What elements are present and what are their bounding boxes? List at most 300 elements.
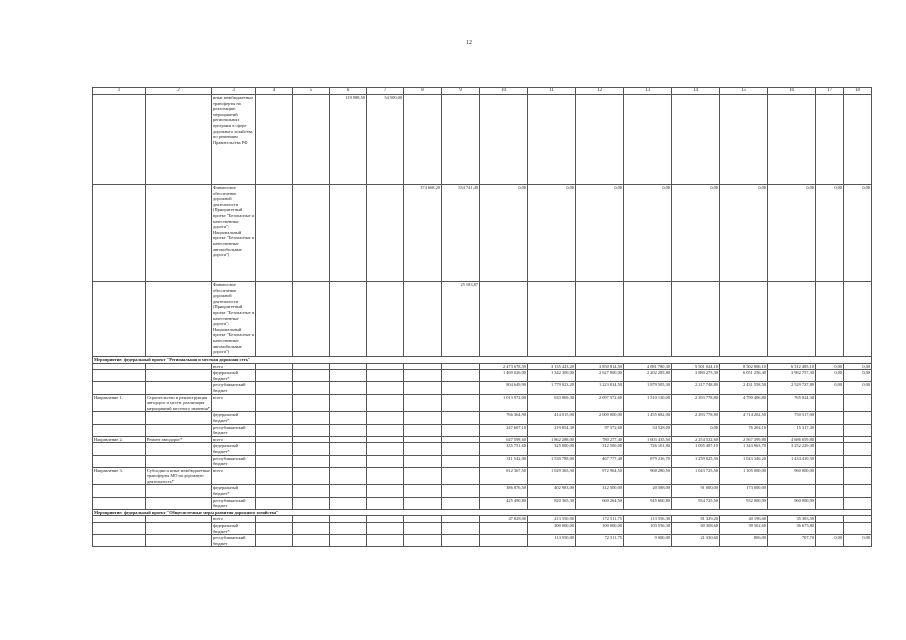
cell-col-15: 0,00 [720,185,768,282]
cell-col-1 [93,497,146,509]
cell-col-11: 213 550,00 [528,516,576,523]
cell-col-6: 119 988,50 [330,95,367,185]
header-cell-15: 15 [720,88,768,95]
header-cell-16: 16 [768,88,816,95]
cell-col-4 [256,436,293,443]
cell-col-8 [404,363,442,370]
cell-col-11: 1 779 023,20 [528,382,576,394]
cell-col-17 [816,95,844,185]
cell-col-9: 25 183,87 [442,282,480,357]
cell-col-7 [367,516,404,523]
cell-col-7 [367,412,404,424]
cell-col-13: 4 081 780,30 [624,363,672,370]
cell-col-18 [844,485,872,497]
cell-col-13 [624,95,672,185]
cell-col-15: 173 000,00 [720,485,768,497]
cell-col-10: 647 598,60 [480,436,528,443]
cell-col-12 [576,282,624,357]
cell-col-17: 0,00 [816,535,844,547]
cell-col-17 [816,523,844,535]
cell-col-8 [404,370,442,382]
cell-col-12: 3 850 814,50 [576,363,624,370]
cell-col-16: 0,00 [768,185,816,282]
cell-col-14: 1 043 725,50 [672,467,720,485]
cell-col-17 [816,282,844,357]
cell-col-4 [256,535,293,547]
cell-col-13: 968 280,50 [624,467,672,485]
cell-col-7 [367,424,404,436]
cell-col-11: 1 342 300,00 [528,370,576,382]
header-cell-13: 13 [624,88,672,95]
header-cell-10: 10 [480,88,528,95]
cell-col-7: 54 500,00 [367,95,404,185]
cell-col-4 [256,394,293,412]
cell-col-6 [330,363,367,370]
cell-col-8 [404,535,442,547]
cell-col-13: 1 455 682,00 [624,412,672,424]
table-row [93,185,872,282]
cell-col-10: 812 367,50 [480,467,528,485]
cell-col-1: Направление 1. [93,394,146,412]
cell-col-16: 4 686 659,80 [768,436,816,443]
cell-col-13: 945 660,80 [624,497,672,509]
cell-col-14: 21 330,60 [672,535,720,547]
table-row [93,485,872,497]
cell-col-5 [293,424,330,436]
cell-col-3: всего [212,436,256,443]
cell-col-11: 0,00 [528,185,576,282]
cell-col-14: 0,00 [672,185,720,282]
cell-col-15: 932 000,00 [720,497,768,509]
cell-col-11: 633 869,30 [528,394,576,412]
header-cell-14: 14 [672,88,720,95]
cell-col-14: 0,00 [672,424,720,436]
cell-col-6 [330,455,367,467]
table-row [93,363,872,370]
cell-col-6 [330,382,367,394]
cell-col-16: 2 529 727,80 [768,382,816,394]
cell-col-3: республиканский бюджет [212,455,256,467]
cell-col-16: 1 434 410,50 [768,455,816,467]
cell-col-17: 0,00 [816,185,844,282]
cell-col-3: всего [212,394,256,412]
cell-col-17 [816,394,844,412]
cell-col-3: федеральный бюджет* [212,412,256,424]
table-row [93,497,872,509]
cell-col-9 [442,535,480,547]
cell-col-17 [816,455,844,467]
cell-col-4 [256,95,293,185]
cell-col-7 [367,436,404,443]
section-row [93,509,872,516]
cell-col-13: 1 510 130,00 [624,394,672,412]
header-cell-9: 9 [442,88,480,95]
cell-col-17 [816,424,844,436]
cell-col-3: федеральный бюджет* [212,485,256,497]
cell-col-6 [330,370,367,382]
cell-col-11 [528,95,576,185]
cell-col-1: Направление 3. [93,467,146,485]
cell-col-13: 54 528,00 [624,424,672,436]
cell-col-10: 766 364,90 [480,412,528,424]
cell-col-7 [367,394,404,412]
section-title: Мероприятие: федеральный проект "Региональная и местная дорожная сеть" [93,357,872,364]
cell-col-1 [93,282,146,357]
cell-col-16 [768,95,816,185]
header-cell-6: 6 [330,88,367,95]
cell-col-12: 2 627 000,00 [576,370,624,382]
table-row [93,467,872,485]
cell-col-11: 414 015,00 [528,412,576,424]
cell-col-6 [330,282,367,357]
cell-col-9 [442,436,480,443]
cell-col-8: 374 668,20 [404,185,442,282]
cell-col-2 [146,455,212,467]
cell-col-1 [93,424,146,436]
cell-col-16: 35 383,50 [768,516,816,523]
cell-col-3: всего [212,363,256,370]
cell-col-2 [146,185,212,282]
cell-col-18 [844,436,872,443]
cell-col-5 [293,394,330,412]
cell-col-3: республиканский бюджет [212,382,256,394]
cell-col-14: 1 095 487,10 [672,443,720,455]
cell-col-5 [293,535,330,547]
table-row [93,394,872,412]
cell-col-2 [146,412,212,424]
cell-col-2 [146,282,212,357]
header-cell-18: 18 [844,88,872,95]
page-number: 12 [466,40,472,46]
cell-col-2 [146,523,212,535]
cell-col-1 [93,523,146,535]
cell-col-1 [93,516,146,523]
cell-col-6 [330,412,367,424]
cell-col-9 [442,523,480,535]
cell-col-6 [330,523,367,535]
cell-col-18: 0,00 [844,382,872,394]
cell-col-15: 1 343 963,70 [720,443,768,455]
cell-col-8 [404,443,442,455]
cell-col-4 [256,370,293,382]
table-row [93,282,872,357]
cell-col-5 [293,412,330,424]
cell-col-1 [93,535,146,547]
cell-col-9 [442,497,480,509]
table-row [93,370,872,382]
cell-col-8 [404,436,442,443]
cell-col-8 [404,424,442,436]
cell-col-18 [844,394,872,412]
cell-col-14: 3 880 275,30 [672,370,720,382]
cell-col-7 [367,497,404,509]
cell-col-2 [146,95,212,185]
cell-col-12: 1 223 814,50 [576,382,624,394]
section-row [93,357,872,364]
cell-col-11: 1 862 288,00 [528,436,576,443]
cell-col-17 [816,436,844,443]
cell-col-16: 960 000,00 [768,467,816,485]
cell-col-10: 804 649,90 [480,382,528,394]
cell-col-16: 960 000,00 [768,497,816,509]
cell-col-12: 780 277,40 [576,436,624,443]
cell-col-11: 3 135 423,20 [528,363,576,370]
cell-col-1 [93,95,146,185]
cell-col-3: федеральный бюджет* [212,523,256,535]
cell-col-10: 47 828,00 [480,516,528,523]
table-row [93,95,872,185]
cell-col-10: 386 876,50 [480,485,528,497]
table-row [93,443,872,455]
cell-col-4 [256,497,293,509]
cell-col-5 [293,363,330,370]
cell-col-6 [330,394,367,412]
cell-col-4 [256,412,293,424]
cell-col-7 [367,455,404,467]
cell-col-6 [330,467,367,485]
cell-col-9 [442,455,480,467]
cell-col-18: 0,00 [844,363,872,370]
table-row [93,523,872,535]
cell-col-18 [844,523,872,535]
cell-col-10: 425 490,80 [480,497,528,509]
cell-col-4 [256,467,293,485]
cell-col-16: 15 317,30 [768,424,816,436]
cell-col-6 [330,535,367,547]
cell-col-7 [367,443,404,455]
cell-col-8 [404,412,442,424]
cell-col-5 [293,370,330,382]
cell-col-9 [442,95,480,185]
cell-col-16 [768,282,816,357]
table-row [93,455,872,467]
cell-col-11: 219 854,30 [528,424,576,436]
cell-col-18: 0,00 [844,370,872,382]
cell-col-18 [844,516,872,523]
header-cell-12: 12 [576,88,624,95]
cell-col-14: 81 329,20 [672,516,720,523]
cell-col-9 [442,443,480,455]
cell-col-5 [293,455,330,467]
cell-col-5 [293,523,330,535]
cell-col-2 [146,424,212,436]
header-cell-2: 2 [146,88,212,95]
cell-col-2 [146,382,212,394]
cell-col-10: 247 607,10 [480,424,528,436]
cell-col-18 [844,282,872,357]
cell-col-9 [442,370,480,382]
cell-col-8 [404,95,442,185]
table-row [93,412,872,424]
section-title: Мероприятие: федеральный проект "Общесистемные меры развития дорожного хозяйства" [93,509,872,516]
table-row [93,382,872,394]
cell-col-15: 1 023 346,20 [720,455,768,467]
cell-col-2 [146,485,212,497]
cell-col-13: 0,00 [624,185,672,282]
cell-col-11 [528,282,576,357]
cell-col-4 [256,282,293,357]
cell-col-15: 8 502 806,10 [720,363,768,370]
cell-col-8 [404,485,442,497]
table-row [93,535,872,547]
cell-col-18 [844,443,872,455]
cell-col-14: 954 725,50 [672,497,720,509]
cell-col-15: 4 714 202,50 [720,412,768,424]
header-cell-17: 17 [816,88,844,95]
cell-col-5 [293,95,330,185]
cell-col-15: 39 502,60 [720,523,768,535]
header-cell-5: 5 [293,88,330,95]
cell-col-9 [442,467,480,485]
cell-col-5 [293,382,330,394]
cell-col-1 [93,382,146,394]
cell-col-13: 726 101,80 [624,443,672,455]
cell-col-12: 312 500,00 [576,443,624,455]
cell-col-16 [768,485,816,497]
cell-col-9 [442,382,480,394]
cell-col-14: 60 308,60 [672,523,720,535]
cell-col-10: 335 751,60 [480,443,528,455]
cell-col-11: 1 029 365,30 [528,467,576,485]
cell-col-11: 820 365,30 [528,497,576,509]
cell-col-15: 1 105 000,00 [720,467,768,485]
header-cell-8: 8 [404,88,442,95]
cell-col-2: Субсидии и иные межбюджетные трансферты МО на дорожную деятельность* [147,467,210,484]
cell-col-16: 3 252 229,30 [768,443,816,455]
cell-col-9 [442,485,480,497]
cell-col-18 [844,467,872,485]
cell-col-7 [367,535,404,547]
cell-col-3: федеральный бюджет* [212,370,256,382]
cell-col-7 [367,370,404,382]
cell-col-10 [480,282,528,357]
cell-col-14: 1 259 025,50 [672,455,720,467]
cell-col-2: Ремонт автодорог* [146,436,212,443]
cell-col-18 [844,455,872,467]
cell-col-7 [367,467,404,485]
cell-col-16: 765 024,30 [768,394,816,412]
cell-col-5 [293,282,330,357]
cell-col-1 [93,185,146,282]
cell-col-6 [330,424,367,436]
cell-col-1 [93,370,146,382]
cell-col-5 [293,516,330,523]
cell-col-3: всего [212,467,256,485]
cell-col-15: 4 790 406,80 [720,394,768,412]
cell-col-12: 2 000 000,00 [576,412,624,424]
cell-col-12: 660 264,50 [576,497,624,509]
cell-col-12: 172 511,75 [576,516,624,523]
cell-col-18 [844,95,872,185]
cell-col-8 [404,382,442,394]
cell-col-14: 2 293 778,80 [672,412,720,424]
cell-col-13: 1 603 435,50 [624,436,672,443]
cell-col-10 [480,95,528,185]
cell-col-7 [367,282,404,357]
cell-col-5 [293,436,330,443]
cell-col-2 [146,443,212,455]
cell-col-15: 6 051 256,40 [720,370,768,382]
cell-col-1 [93,455,146,467]
cell-col-4 [256,363,293,370]
cell-col-8 [404,455,442,467]
cell-col-16: 707,70 [768,535,816,547]
cell-col-6 [330,436,367,443]
cell-col-3: Финансовое обеспечение дорожной деятельности (Приоритетный проект "Безопасные и качественные дороги"; Национальный проект "Безопасные и качественные автомобильные дороги") [212,185,256,282]
cell-col-16: 750 517,00 [768,412,816,424]
cell-col-15: 2 567 399,80 [720,436,768,443]
header-cell-11: 11 [528,88,576,95]
cell-col-5 [293,443,330,455]
cell-col-12: 972 964,50 [576,467,624,485]
cell-col-13: 20 588,00 [624,485,672,497]
cell-col-15 [720,95,768,185]
cell-col-11: 325 000,00 [528,443,576,455]
cell-col-6 [330,443,367,455]
cell-col-3: Финансовое обеспечение дорожной деятельности (Приоритетный проект "Безопасные и качественные дороги"; Национальный проект "Безопасные и качественные автомобильные дороги") [212,282,256,357]
cell-col-6 [330,185,367,282]
cell-col-1 [93,485,146,497]
cell-col-9 [442,516,480,523]
cell-col-3: всего [212,516,256,523]
cell-col-6 [330,516,367,523]
cell-col-14 [672,282,720,357]
cell-col-6 [330,485,367,497]
cell-col-11: 113 550,00 [528,535,576,547]
cell-col-17 [816,467,844,485]
cell-col-18 [844,412,872,424]
cell-col-2: Строительство и реконструкция автодорог и местн. реализация мероприятий местного значения* [147,394,210,411]
cell-col-13: 2 202 285,80 [624,370,672,382]
cell-col-8 [404,516,442,523]
cell-col-11: 200 000,00 [528,523,576,535]
table-row [93,424,872,436]
cell-col-10: 1 013 972,00 [480,394,528,412]
cell-col-14: 2 293 778,80 [672,394,720,412]
cell-col-4 [256,455,293,467]
cell-col-9 [442,424,480,436]
cell-col-13: 113 556,30 [624,516,672,523]
cell-col-4 [256,516,293,523]
cell-col-10 [480,523,528,535]
cell-col-15: 806,00 [720,535,768,547]
cell-col-12: 0,00 [576,185,624,282]
cell-col-13: 9 000,00 [624,535,672,547]
cell-col-11: 402 983,00 [528,485,576,497]
header-cell-3: 3 [212,88,256,95]
cell-col-1 [93,443,146,455]
cell-col-10: 311 542,00 [480,455,528,467]
cell-col-18: 0,00 [844,185,872,282]
cell-col-14: 2 217 748,80 [672,382,720,394]
cell-col-12: 467 777,40 [576,455,624,467]
cell-col-17: 0,00 [816,370,844,382]
cell-col-17 [816,412,844,424]
cell-col-8 [404,467,442,485]
cell-col-12: 100 000,00 [576,523,624,535]
cell-col-8 [404,394,442,412]
cell-col-4 [256,382,293,394]
cell-col-1 [93,412,146,424]
cell-col-18: 0,00 [844,535,872,547]
cell-col-12: 97 572,60 [576,424,624,436]
cell-col-15: 2 431 558,50 [720,382,768,394]
cell-col-10: 1 469 026,00 [480,370,528,382]
cell-col-3: республиканский бюджет [212,535,256,547]
cell-col-12 [576,95,624,185]
cell-col-2 [146,516,212,523]
cell-col-17: 0,00 [816,363,844,370]
